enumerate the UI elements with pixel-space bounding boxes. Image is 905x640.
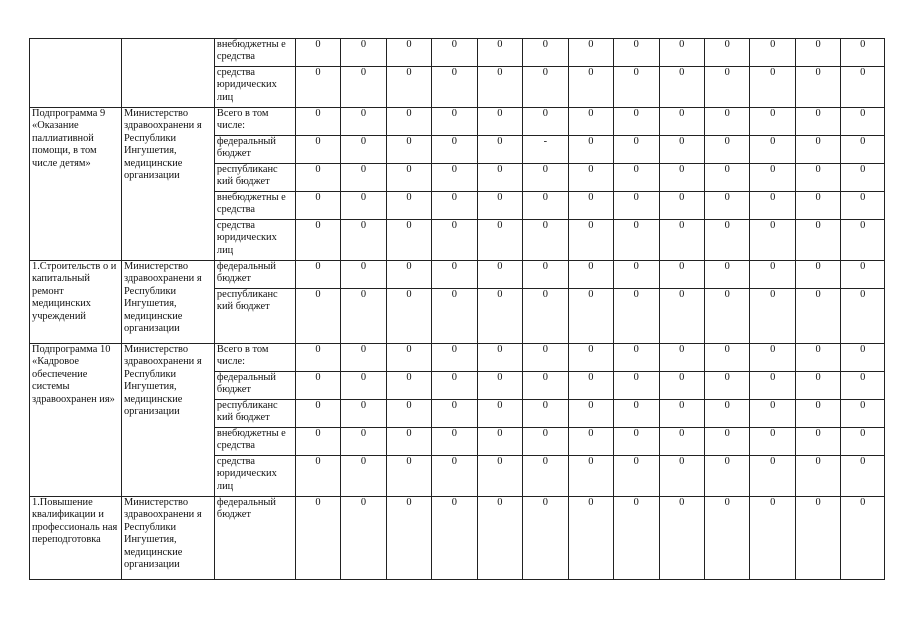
value-cell: 0 [659, 192, 704, 220]
value-cell: 0 [704, 456, 749, 497]
value-cell: 0 [295, 164, 340, 192]
value-cell: 0 [750, 164, 795, 192]
value-cell: 0 [659, 136, 704, 164]
value-cell: 0 [704, 428, 749, 456]
value-cell: 0 [614, 400, 659, 428]
value-cell: 0 [386, 400, 431, 428]
value-cell: 0 [568, 344, 613, 372]
value-cell: 0 [477, 108, 522, 136]
value-cell: 0 [659, 108, 704, 136]
value-cell: 0 [841, 456, 885, 497]
value-cell: 0 [704, 289, 749, 344]
value-cell: 0 [432, 289, 477, 344]
value-cell: 0 [704, 39, 749, 67]
value-cell: 0 [659, 67, 704, 108]
value-cell: 0 [841, 220, 885, 261]
program-name-cell: 1.Повышение квалификации и профессиональ ная переподготовка [30, 497, 122, 580]
value-cell: 0 [795, 372, 840, 400]
value-cell: 0 [568, 108, 613, 136]
value-cell: 0 [841, 289, 885, 344]
value-cell: 0 [704, 136, 749, 164]
value-cell: 0 [750, 497, 795, 580]
value-cell: 0 [477, 289, 522, 344]
value-cell: 0 [614, 261, 659, 289]
value-cell: 0 [841, 400, 885, 428]
value-cell: 0 [659, 497, 704, 580]
table-row [30, 497, 885, 580]
value-cell: 0 [295, 289, 340, 344]
value-cell: 0 [795, 164, 840, 192]
value-cell: 0 [659, 289, 704, 344]
value-cell: 0 [795, 289, 840, 344]
value-cell: 0 [386, 289, 431, 344]
table-row [30, 39, 885, 67]
funding-source-cell: средства юридических лиц [214, 220, 295, 261]
value-cell: 0 [341, 192, 386, 220]
value-cell: 0 [750, 372, 795, 400]
value-cell: 0 [386, 192, 431, 220]
funding-source-cell: Всего в том числе: [214, 108, 295, 136]
value-cell: 0 [341, 372, 386, 400]
value-cell: 0 [704, 164, 749, 192]
value-cell: - [523, 136, 568, 164]
value-cell: 0 [523, 497, 568, 580]
funding-source-cell: федеральный бюджет [214, 497, 295, 580]
value-cell: 0 [704, 497, 749, 580]
value-cell: 0 [477, 428, 522, 456]
value-cell: 0 [704, 108, 749, 136]
value-cell: 0 [295, 372, 340, 400]
value-cell: 0 [295, 39, 340, 67]
value-cell: 0 [386, 497, 431, 580]
value-cell: 0 [568, 261, 613, 289]
value-cell: 0 [295, 400, 340, 428]
table-row [30, 344, 885, 372]
value-cell: 0 [432, 428, 477, 456]
value-cell: 0 [841, 428, 885, 456]
funding-source-cell: республиканс кий бюджет [214, 164, 295, 192]
value-cell: 0 [386, 136, 431, 164]
value-cell: 0 [295, 428, 340, 456]
executor-cell: Министерство здравоохранени я Республики Ингушетия, медицинские организации [121, 497, 214, 580]
value-cell: 0 [795, 456, 840, 497]
funding-source-cell: средства юридических лиц [214, 67, 295, 108]
funding-source-cell: республиканс кий бюджет [214, 400, 295, 428]
value-cell: 0 [659, 261, 704, 289]
value-cell: 0 [795, 344, 840, 372]
funding-source-cell: федеральный бюджет [214, 261, 295, 289]
value-cell: 0 [523, 220, 568, 261]
value-cell: 0 [614, 136, 659, 164]
value-cell: 0 [432, 344, 477, 372]
value-cell: 0 [432, 220, 477, 261]
value-cell: 0 [432, 39, 477, 67]
value-cell: 0 [704, 261, 749, 289]
funding-source-cell: республиканс кий бюджет [214, 289, 295, 344]
value-cell: 0 [523, 39, 568, 67]
value-cell: 0 [614, 456, 659, 497]
table-row [30, 108, 885, 136]
program-name-cell: Подпрограмма 10 «Кадровое обеспечение системы здравоохранен ия» [30, 344, 122, 497]
value-cell: 0 [841, 39, 885, 67]
value-cell: 0 [704, 220, 749, 261]
value-cell: 0 [341, 344, 386, 372]
value-cell: 0 [614, 67, 659, 108]
value-cell: 0 [477, 497, 522, 580]
funding-source-cell: внебюджетны е средства [214, 428, 295, 456]
value-cell: 0 [341, 220, 386, 261]
value-cell: 0 [341, 261, 386, 289]
value-cell: 0 [432, 164, 477, 192]
executor-cell: Министерство здравоохранени я Республики Ингушетия, медицинские организации [121, 261, 214, 344]
value-cell: 0 [795, 400, 840, 428]
value-cell: 0 [523, 456, 568, 497]
funding-source-cell: средства юридических лиц [214, 456, 295, 497]
value-cell: 0 [704, 400, 749, 428]
value-cell: 0 [795, 220, 840, 261]
value-cell: 0 [568, 136, 613, 164]
value-cell: 0 [750, 344, 795, 372]
value-cell: 0 [614, 39, 659, 67]
value-cell: 0 [704, 344, 749, 372]
executor-cell: Министерство здравоохранени я Республики Ингушетия, медицинские организации [121, 108, 214, 261]
value-cell: 0 [750, 39, 795, 67]
value-cell: 0 [386, 164, 431, 192]
value-cell: 0 [841, 192, 885, 220]
value-cell: 0 [295, 261, 340, 289]
value-cell: 0 [477, 261, 522, 289]
value-cell: 0 [614, 372, 659, 400]
table-row [30, 261, 885, 289]
value-cell: 0 [750, 136, 795, 164]
value-cell: 0 [477, 220, 522, 261]
value-cell: 0 [841, 67, 885, 108]
value-cell: 0 [477, 400, 522, 428]
value-cell: 0 [704, 67, 749, 108]
value-cell: 0 [477, 456, 522, 497]
value-cell: 0 [477, 136, 522, 164]
value-cell: 0 [568, 39, 613, 67]
value-cell: 0 [795, 39, 840, 67]
value-cell: 0 [341, 497, 386, 580]
value-cell: 0 [523, 428, 568, 456]
value-cell: 0 [523, 108, 568, 136]
value-cell: 0 [704, 372, 749, 400]
value-cell: 0 [386, 220, 431, 261]
value-cell: 0 [432, 456, 477, 497]
value-cell: 0 [386, 372, 431, 400]
value-cell: 0 [659, 372, 704, 400]
value-cell: 0 [841, 136, 885, 164]
value-cell: 0 [659, 220, 704, 261]
value-cell: 0 [614, 192, 659, 220]
value-cell: 0 [795, 108, 840, 136]
program-name-cell [30, 39, 122, 108]
value-cell: 0 [523, 192, 568, 220]
value-cell: 0 [568, 220, 613, 261]
value-cell: 0 [432, 400, 477, 428]
value-cell: 0 [841, 164, 885, 192]
value-cell: 0 [750, 400, 795, 428]
funding-source-cell: внебюджетны е средства [214, 39, 295, 67]
value-cell: 0 [659, 456, 704, 497]
value-cell: 0 [659, 39, 704, 67]
value-cell: 0 [523, 67, 568, 108]
value-cell: 0 [295, 497, 340, 580]
value-cell: 0 [523, 400, 568, 428]
value-cell: 0 [295, 192, 340, 220]
value-cell: 0 [614, 344, 659, 372]
value-cell: 0 [341, 108, 386, 136]
value-cell: 0 [795, 136, 840, 164]
value-cell: 0 [659, 428, 704, 456]
value-cell: 0 [750, 289, 795, 344]
value-cell: 0 [614, 220, 659, 261]
value-cell: 0 [568, 456, 613, 497]
value-cell: 0 [432, 497, 477, 580]
value-cell: 0 [568, 400, 613, 428]
value-cell: 0 [295, 136, 340, 164]
value-cell: 0 [523, 372, 568, 400]
budget-table [29, 38, 885, 580]
value-cell: 0 [341, 164, 386, 192]
value-cell: 0 [523, 164, 568, 192]
value-cell: 0 [523, 344, 568, 372]
funding-source-cell: Всего в том числе: [214, 344, 295, 372]
value-cell: 0 [341, 456, 386, 497]
funding-source-cell: федеральный бюджет [214, 372, 295, 400]
value-cell: 0 [841, 372, 885, 400]
value-cell: 0 [477, 372, 522, 400]
value-cell: 0 [614, 108, 659, 136]
value-cell: 0 [750, 220, 795, 261]
value-cell: 0 [477, 192, 522, 220]
funding-source-cell: внебюджетны е средства [214, 192, 295, 220]
value-cell: 0 [614, 289, 659, 344]
value-cell: 0 [795, 67, 840, 108]
value-cell: 0 [795, 428, 840, 456]
value-cell: 0 [523, 289, 568, 344]
value-cell: 0 [568, 67, 613, 108]
program-name-cell: Подпрограмма 9 «Оказание паллиативной помощи, в том числе детям» [30, 108, 122, 261]
value-cell: 0 [523, 261, 568, 289]
value-cell: 0 [386, 67, 431, 108]
value-cell: 0 [750, 261, 795, 289]
value-cell: 0 [477, 164, 522, 192]
program-name-cell: 1.Строительств о и капитальный ремонт медицинских учреждений [30, 261, 122, 344]
value-cell: 0 [432, 261, 477, 289]
value-cell: 0 [386, 261, 431, 289]
value-cell: 0 [750, 456, 795, 497]
value-cell: 0 [432, 192, 477, 220]
value-cell: 0 [659, 400, 704, 428]
value-cell: 0 [386, 428, 431, 456]
executor-cell: Министерство здравоохранени я Республики Ингушетия, медицинские организации [121, 344, 214, 497]
value-cell: 0 [750, 108, 795, 136]
value-cell: 0 [341, 428, 386, 456]
value-cell: 0 [477, 39, 522, 67]
value-cell: 0 [477, 344, 522, 372]
value-cell: 0 [841, 497, 885, 580]
budget-table-body [30, 39, 885, 580]
value-cell: 0 [614, 428, 659, 456]
value-cell: 0 [432, 108, 477, 136]
value-cell: 0 [704, 192, 749, 220]
executor-cell [121, 39, 214, 108]
value-cell: 0 [432, 372, 477, 400]
value-cell: 0 [386, 344, 431, 372]
value-cell: 0 [295, 220, 340, 261]
value-cell: 0 [841, 261, 885, 289]
value-cell: 0 [841, 344, 885, 372]
value-cell: 0 [386, 39, 431, 67]
value-cell: 0 [432, 136, 477, 164]
value-cell: 0 [568, 192, 613, 220]
value-cell: 0 [386, 456, 431, 497]
value-cell: 0 [659, 164, 704, 192]
value-cell: 0 [295, 344, 340, 372]
value-cell: 0 [795, 192, 840, 220]
value-cell: 0 [432, 67, 477, 108]
value-cell: 0 [795, 261, 840, 289]
value-cell: 0 [568, 428, 613, 456]
value-cell: 0 [795, 497, 840, 580]
value-cell: 0 [750, 428, 795, 456]
value-cell: 0 [295, 456, 340, 497]
value-cell: 0 [750, 67, 795, 108]
value-cell: 0 [568, 372, 613, 400]
value-cell: 0 [614, 497, 659, 580]
value-cell: 0 [568, 497, 613, 580]
value-cell: 0 [614, 164, 659, 192]
value-cell: 0 [659, 344, 704, 372]
value-cell: 0 [341, 400, 386, 428]
value-cell: 0 [841, 108, 885, 136]
value-cell: 0 [341, 289, 386, 344]
value-cell: 0 [568, 289, 613, 344]
value-cell: 0 [477, 67, 522, 108]
value-cell: 0 [568, 164, 613, 192]
value-cell: 0 [341, 136, 386, 164]
funding-source-cell: федеральный бюджет [214, 136, 295, 164]
value-cell: 0 [341, 67, 386, 108]
value-cell: 0 [341, 39, 386, 67]
value-cell: 0 [386, 108, 431, 136]
value-cell: 0 [295, 67, 340, 108]
value-cell: 0 [295, 108, 340, 136]
value-cell: 0 [750, 192, 795, 220]
